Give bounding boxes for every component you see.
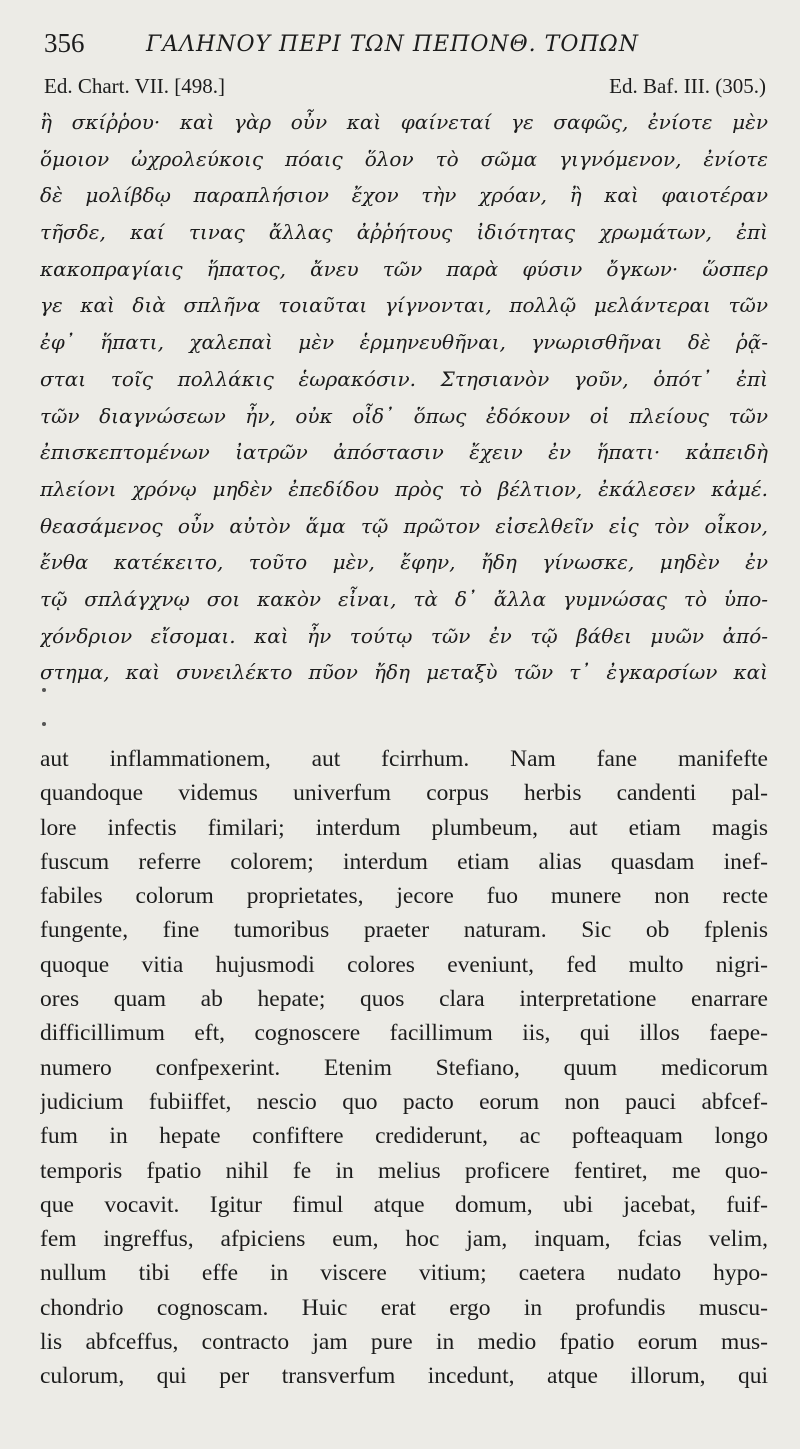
latin-text-line: fem ingreffus, afpiciens eum, hoc jam, inquam, fcias velim, [40,1226,768,1253]
edition-references [44,74,766,102]
latin-text-line: fabiles colorum proprietates, jecore fuo munere non recte [40,883,768,910]
latin-text-line: lore infectis fimilari; interdum plumbeum, aut etiam magis [40,814,768,841]
greek-text-line: στημα, καὶ συνειλέκτο πῦον ἤδη μεταξὺ τῶν τ᾽ ἐγκαρσίων καὶ [40,660,768,685]
latin-text-line: fuscum referre colorem; interdum etiam alias quasdam inef- [40,848,768,875]
page-number: 356 [44,28,85,58]
latin-text-line: fungente, fine tumoribus praeter naturam. Sic ob fplenis [40,917,768,944]
greek-text-line: θεασάμενος οὖν αὐτὸν ἅμα τῷ πρῶτον εἰσελθεῖν εἰς τὸν οἶκον, [40,513,768,538]
greek-text-line: κακοπραγίαις ἥπατος, ἄνευ τῶν παρὰ φύσιν ὄγκων· ὥσπερ [40,256,768,281]
latin-text-line: chondrio cognoscam. Huic erat ergo in profundis muscu- [40,1294,768,1321]
latin-text-line: fum in hepate confiftere crediderunt, ac pofteaquam longo [40,1123,768,1150]
running-head [44,28,760,64]
latin-text-block [40,742,768,1394]
latin-text-line: quoque vitia hujusmodi colores eveniunt, fed multo nigri- [40,951,768,978]
greek-text-line: ἔνθα κατέκειτο, τοῦτο μὲν, ἔφην, ἤδη γίνωσκε, μηδὲν ἐν [40,550,768,575]
greek-text-line: σται τοῖς πολλάκις ἑωρακόσιν. Στησιανὸν γοῦν, ὁπότ᾽ ἐπὶ [40,366,768,391]
greek-text-line: τῷ σπλάγχνῳ σοι κακὸν εἶναι, τὰ δ᾽ ἄλλα γυμνώσας τὸ ὑπο- [40,586,768,611]
latin-text-line: temporis fpatio nihil fe in melius proficere fentiret, me quo- [40,1157,768,1184]
latin-text-line: difficillimum eft, cognoscere facillimum iis, qui illos faepe- [40,1020,768,1047]
greek-text-line: ὅμοιον ὠχρολεύκοις πόαις ὅλον τὸ σῶμα γιγνόμενον, ἐνίοτε [40,146,768,171]
latin-text-line: numero confpexerint. Etenim Stefiano, quum medicorum [40,1054,768,1081]
latin-text-line: judicium fubiiffet, nescio quo pacto eorum non pauci abfcef- [40,1088,768,1115]
latin-text-line: culorum, qui per transverfum incedunt, atque illorum, qui [40,1363,768,1390]
greek-text-line: ἐπισκεπτομένων ἰατρῶν ἀπόστασιν ἔχειν ἐν ἥπατι· κἀπειδὴ [40,440,768,465]
greek-text-line: τῆσδε, καί τινας ἄλλας ἀῤῥήτους ἰδιότητας χρωμάτων, ἐπὶ [40,220,768,245]
running-title: ΓΑΛΗΝΟΥ ΠΕΡΙ ΤΩΝ ΠΕΠΟΝΘ. ΤΟΠΩΝ [146,32,640,57]
greek-text-line: χόνδριον εἴσομαι. καὶ ἦν τούτῳ τῶν ἐν τῷ βάθει μυῶν ἀπό- [40,623,768,648]
greek-text-line: ἐφ᾽ ἥπατι, χαλεπαὶ μὲν ἑρμηνευθῆναι, γνωρισθῆναι δὲ ῥᾷ- [40,330,768,355]
latin-text-line: quandoque videmus univerfum corpus herbis candenti pal- [40,780,768,807]
edition-reference-basel: Ed. Baf. III. (305.) [609,74,766,98]
greek-text-block [40,104,768,691]
edition-reference-chartier: Ed. Chart. VII. [498.] [44,74,225,98]
latin-text-line: aut inflammationem, aut fcirrhum. Nam fane manifefte [40,746,768,772]
print-specks [40,680,50,740]
latin-text-line: nullum tibi effe in viscere vitium; caetera nudato hypo- [40,1260,768,1287]
greek-text-line: τῶν διαγνώσεων ἦν, οὐκ οἶδ᾽ ὅπως ἐδόκουν οἱ πλείους τῶν [40,403,768,428]
greek-text-line: δὲ μολίβδῳ παραπλήσιον ἔχον τὴν χρόαν, ἢ καὶ φαιοτέραν [40,183,768,208]
greek-text-line: πλείονι χρόνῳ μηδὲν ἐπεδίδου πρὸς τὸ βέλτιον, ἐκάλεσεν κἀμέ. [40,476,768,501]
latin-text-line: ores quam ab hepate; quos clara interpretatione enarrare [40,986,768,1013]
latin-text-line: que vocavit. Igitur fimul atque domum, ubi jacebat, fuif- [40,1191,768,1218]
greek-text-line: γε καὶ διὰ σπλῆνα τοιαῦται γίγνονται, πολλῷ μελάντεραι τῶν [40,293,768,318]
latin-text-line: lis abfceffus, contracto jam pure in medio fpatio eorum mus- [40,1329,768,1356]
greek-text-line: ἢ σκίῤῥου· καὶ γὰρ οὖν καὶ φαίνεταί γε σαφῶς, ἐνίοτε μὲν [40,110,768,134]
